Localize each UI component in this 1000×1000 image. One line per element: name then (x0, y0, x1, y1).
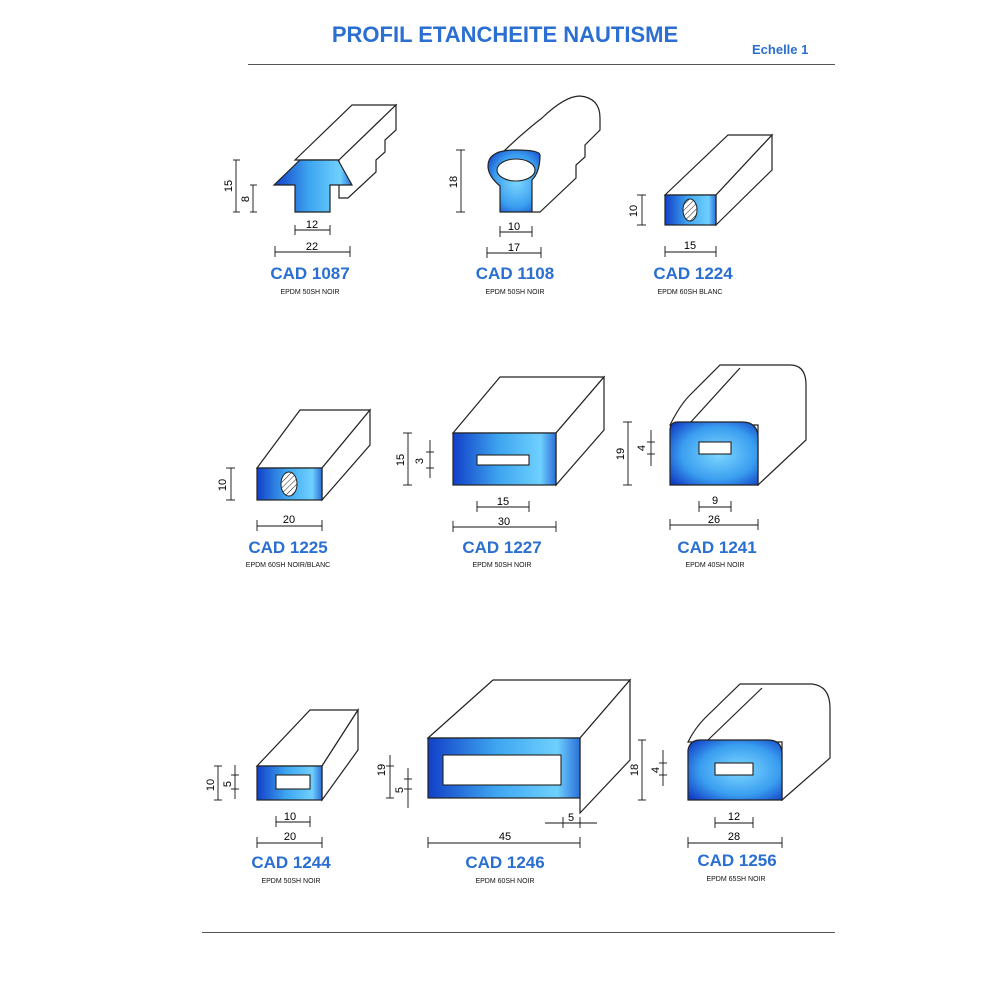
dim-hole-height: 5 (222, 780, 234, 788)
dim-height: 10 (205, 778, 217, 792)
profile-code: CAD 1224 (653, 264, 733, 283)
profile-material: EPDM 50SH NOIR (261, 878, 321, 885)
dim-wall-height: 5 (394, 786, 406, 794)
dim-height: 15 (395, 453, 407, 467)
dim-hole-height: 3 (414, 457, 426, 465)
dim-width-inner: 12 (305, 219, 319, 231)
profile-code: CAD 1227 (462, 538, 542, 557)
dim-width: 20 (282, 514, 296, 526)
dim-hole-width: 15 (496, 496, 510, 508)
profile-code: CAD 1256 (697, 851, 777, 870)
dim-width: 28 (727, 831, 741, 843)
profile-cad-1224 (628, 135, 772, 296)
dim-width: 20 (283, 831, 297, 843)
dim-hole-width: 10 (283, 811, 297, 823)
profile-material: EPDM 50SH NOIR (472, 562, 532, 569)
profile-material: EPDM 60SH BLANC (657, 289, 723, 296)
dim-width-inner: 10 (507, 221, 521, 233)
profile-material: EPDM 50SH NOIR (280, 289, 340, 296)
scale-label: Echelle 1 (752, 42, 809, 57)
profile-cad-1108 (448, 96, 600, 296)
profile-material: EPDM 40SH NOIR (685, 562, 745, 569)
profile-cad-1087 (223, 105, 396, 296)
dim-width: 45 (498, 831, 512, 843)
profile-cad-1244 (205, 710, 358, 885)
dim-height: 10 (628, 204, 640, 218)
profile-cad-1241 (615, 365, 806, 569)
dim-hole-width: 12 (727, 811, 741, 823)
profile-code: CAD 1241 (677, 538, 757, 557)
page-title: PROFIL ETANCHEITE NAUTISME (331, 22, 679, 47)
dim-wall-width: 5 (567, 812, 575, 824)
profile-code: CAD 1246 (465, 853, 545, 872)
dim-hole-width: 9 (711, 495, 719, 507)
profile-material: EPDM 60SH NOIR/BLANC (245, 562, 331, 569)
profile-material: EPDM 65SH NOIR (706, 876, 766, 883)
profile-code: CAD 1108 (475, 264, 555, 283)
profile-cad-1225 (217, 410, 370, 569)
profile-material: EPDM 50SH NOIR (485, 289, 545, 296)
profile-material: EPDM 60SH NOIR (475, 878, 535, 885)
dim-width: 22 (305, 241, 319, 253)
profile-cad-1256 (629, 684, 830, 883)
dim-width: 30 (497, 516, 511, 528)
dim-height: 19 (376, 763, 388, 777)
dim-height-inner: 8 (240, 195, 252, 203)
profile-code: CAD 1087 (270, 264, 350, 283)
profile-cad-1246 (376, 680, 630, 885)
profile-code: CAD 1244 (251, 853, 331, 872)
dim-width: 17 (507, 242, 521, 254)
profile-code: CAD 1225 (248, 538, 328, 557)
dim-hole-height: 4 (650, 766, 662, 774)
dim-width: 15 (683, 240, 697, 252)
dim-width: 26 (707, 514, 721, 526)
dim-height: 15 (223, 179, 235, 193)
dim-height: 19 (615, 447, 627, 461)
profile-cad-1227 (395, 377, 604, 569)
dim-height: 18 (629, 763, 641, 777)
dim-height: 10 (217, 478, 229, 492)
dim-height: 18 (448, 175, 460, 189)
dim-hole-height: 4 (636, 444, 648, 452)
